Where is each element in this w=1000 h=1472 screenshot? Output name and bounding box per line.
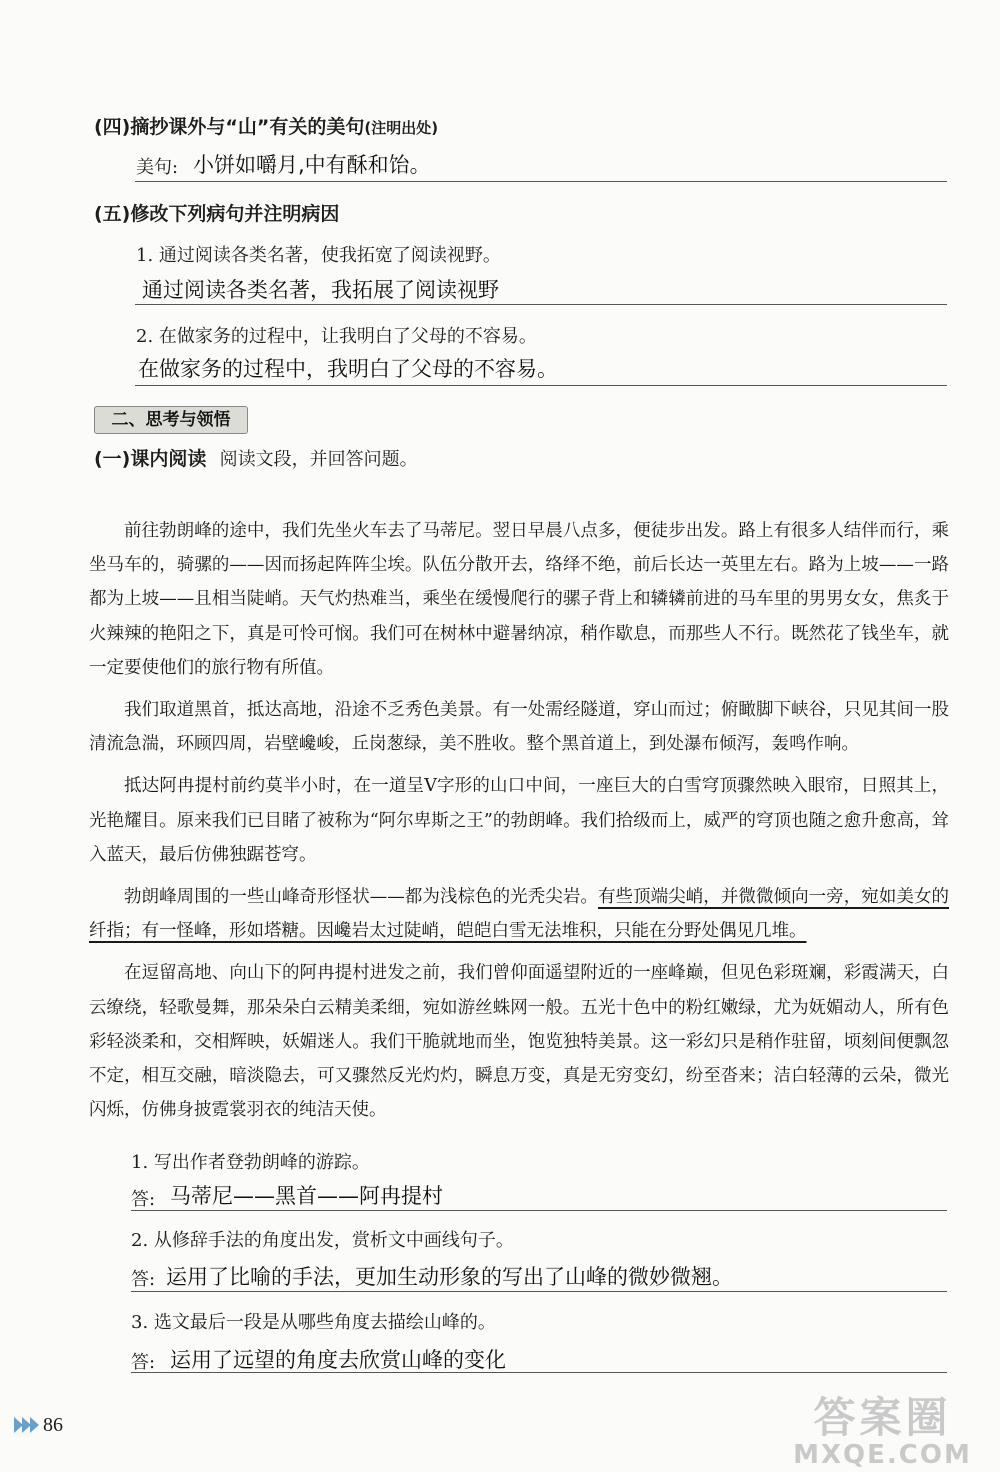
answer-1: 马蒂尼——黑首——阿冉提村	[170, 1184, 443, 1208]
passage-paragraph-2: 我们取道黑首，抵达高地，沿途不乏秀色美景。有一处需经隧道，穿山而过；俯瞰脚下峡谷，只见其间一股清流急湍，环顾四周，岩壁巉峻，丘岗葱绿，美不胜收。整个黑首道上，到处瀑布倾泻，轰鸣作响。	[89, 700, 949, 755]
answer-line	[131, 1291, 947, 1292]
answer-3: 运用了远望的角度去欣赏山峰的变化	[170, 1348, 506, 1372]
answer-line	[131, 1372, 947, 1373]
section5-question-1: 1. 通过阅读各类名著，使我拓宽了阅读视野。	[136, 245, 501, 266]
watermark-top: 答案圈	[813, 1393, 952, 1442]
section-tag: 二、思考与领悟	[94, 406, 248, 434]
question-2: 2. 从修辞手法的角度出发，赏析文中画线句子。	[131, 1230, 514, 1251]
section4-heading	[94, 112, 438, 139]
section4-heading-text: (四)摘抄课外与“山”有关的美句	[94, 116, 365, 138]
section4-label: 美句:	[136, 157, 179, 178]
page-arrow-icon	[14, 1414, 40, 1436]
watermark-logo	[770, 1395, 995, 1472]
underlined-sentence: 有些顶端尖峭，并微微倾向一旁，宛如美女的纤指；有一怪峰，形如塔糖。因巉岩太过陡峭，皑皑白雪无法堆积，只能在分野处偶见几堆。	[89, 887, 950, 942]
answer-3-label: 答:	[131, 1352, 156, 1373]
reading-heading	[94, 444, 418, 471]
passage-paragraph-5: 在逗留高地、向山下的阿冉提村进发之前，我们曾仰面遥望附近的一座峰巅，但见色彩斑斓，彩霞满天，白云缭绕，轻歌曼舞，那朵朵白云精美柔细，宛如游丝蛛网一般。五光十色中的粉红嫩绿，尤为妩媚动人，所有色彩轻淡柔和，交相辉映，妖媚迷人。我们干脆就地而坐，饱览独特美景。这一彩幻只是稍作驻留，顷刻间便飘忽不定，相互交融，暗淡隐去，可又骤然反光灼灼，瞬息万变，真是无穷变幻，纷至沓来；洁白轻薄的云朵，微光闪烁，仿佛身披霓裳羽衣的纯洁天使。	[89, 963, 949, 1121]
section4-answer: 小饼如嚼月,中有酥和饴。	[193, 153, 431, 177]
section5-answer-2: 在做家务的过程中，我明白了父母的不容易。	[138, 357, 558, 381]
passage-p4-plain: 勃朗峰周围的一些山峰奇形怪状——都为浅棕色的光秃尖岩。	[124, 887, 598, 908]
answer-1-label: 答:	[131, 1189, 156, 1210]
section5-heading: (五)修改下列病句并注明病因	[94, 203, 340, 225]
answer-2: 运用了比喻的手法，更加生动形象的写出了山峰的微妙微翘。	[166, 1265, 733, 1289]
section5-answer-1: 通过阅读各类名著，我拓展了阅读视野	[142, 278, 499, 302]
reading-instruction: 阅读文段，并回答问题。	[219, 449, 418, 470]
answer-line	[131, 1210, 947, 1211]
passage-paragraph-1: 前往勃朗峰的途中，我们先坐火车去了马蒂尼。翌日早晨八点多，便徒步出发。路上有很多人结伴而行，乘坐马车的，骑骡的——因而扬起阵阵尘埃。队伍分散开去，络绎不绝，前后长达一英里左右。路为上坡——一路都为上坡——且相当陡峭。天气灼热难当，乘坐在缓慢爬行的骡子背上和辚辚前进的马车里的男男女女，焦炙于火辣辣的艳阳之下，真是可怜可悯。我们可在树林中避暑纳凉，稍作歇息，而那些人不行。既然花了钱坐车，就一定要使他们的旅行物有所值。	[89, 521, 949, 678]
page-number: 86	[43, 1414, 63, 1436]
answer-line	[135, 304, 947, 305]
answer-line	[135, 181, 947, 182]
answer-line	[135, 385, 947, 386]
watermark-bottom: MXQE.COM	[793, 1440, 972, 1470]
reading-passage	[89, 514, 949, 1135]
passage-paragraph-4	[89, 880, 949, 948]
answer-2-label: 答:	[131, 1269, 156, 1290]
passage-paragraph-3: 抵达阿冉提村前约莫半小时，在一道呈V字形的山口中间，一座巨大的白雪穹顶骤然映入眼帘，日照其上，光艳耀目。原来我们已目睹了被称为“阿尔卑斯之王”的勃朗峰。我们拾级而上，威严的穹顶也随之愈升愈高，耸入蓝天，最后仿佛独踞苍穹。	[89, 776, 949, 865]
reading-subheading: (一)课内阅读	[94, 448, 207, 470]
question-1: 1. 写出作者登勃朗峰的游踪。	[131, 1152, 370, 1173]
question-3: 3. 选文最后一段是从哪些角度去描绘山峰的。	[131, 1312, 496, 1333]
section4-note: (注明出处)	[364, 119, 439, 137]
section5-question-2: 2. 在做家务的过程中，让我明白了父母的不容易。	[136, 326, 537, 347]
